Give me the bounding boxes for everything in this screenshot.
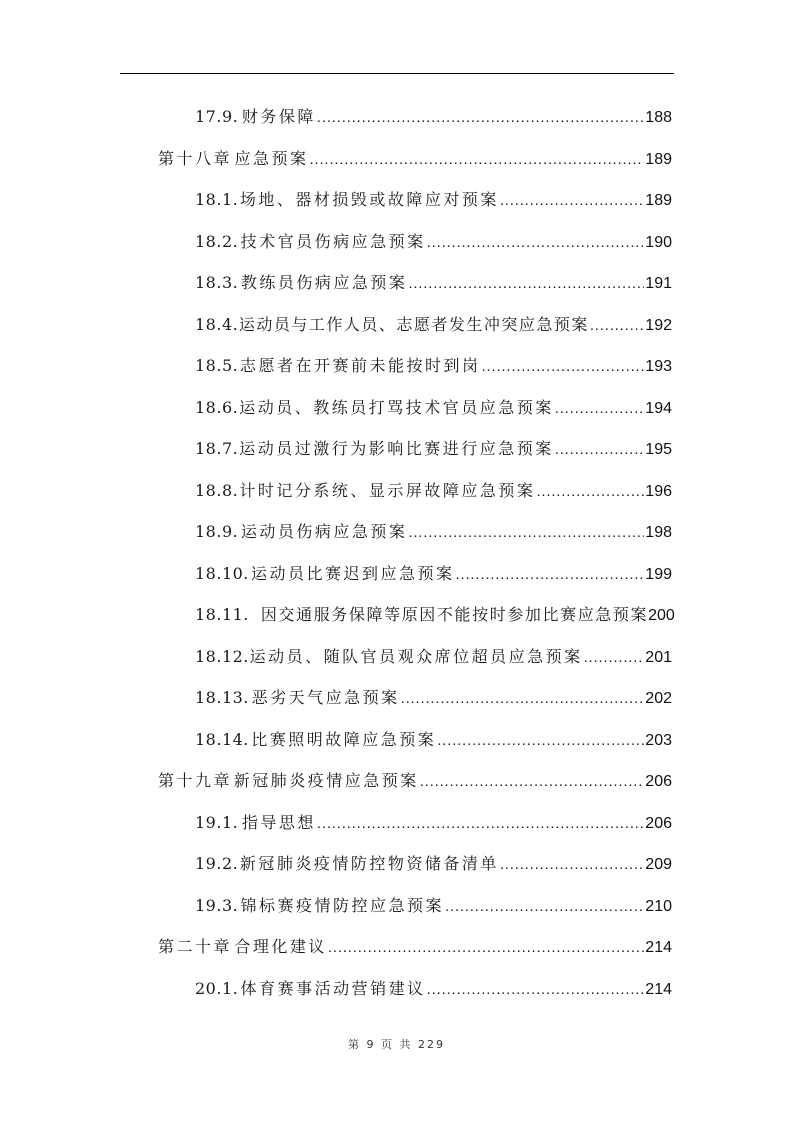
- toc-entry-title: 新冠肺炎疫情应急预案: [233, 771, 419, 790]
- dot-leader: [500, 852, 644, 877]
- toc-entry-title: 体育赛事活动营销建议: [240, 979, 426, 998]
- toc-entry-page: 190: [645, 234, 672, 251]
- dot-leader: [500, 188, 644, 213]
- toc-entry-title: 指导思想: [241, 813, 316, 832]
- toc-entry-title: 运动员过激行为影响比赛进行应急预案: [239, 439, 554, 458]
- toc-entry-title: 新冠肺炎疫情防控物资储备清单: [239, 854, 499, 873]
- toc-entry-page: 209: [645, 856, 672, 873]
- toc-entry-title: 运动员伤病应急预案: [240, 522, 408, 541]
- toc-entry-chapter[interactable]: [158, 769, 672, 793]
- toc-entry[interactable]: [195, 354, 672, 378]
- dot-leader: [408, 271, 644, 296]
- toc-entry-page: 202: [645, 690, 672, 707]
- toc-entry-page: 189: [645, 151, 672, 168]
- toc-entry[interactable]: [195, 230, 672, 254]
- toc-entry-page: 214: [645, 939, 672, 956]
- toc-entry-number: 18.6.: [195, 398, 239, 417]
- dot-leader: [420, 769, 645, 794]
- dot-leader: [408, 520, 644, 545]
- toc-entry-page: 200: [648, 607, 675, 624]
- toc-entry-title: 锦标赛疫情防控应急预案: [240, 896, 444, 915]
- dot-leader: [584, 645, 645, 670]
- dot-leader: [427, 977, 645, 1002]
- toc-entry[interactable]: [195, 894, 672, 918]
- toc-entry[interactable]: [195, 271, 672, 295]
- toc-entry[interactable]: [195, 396, 672, 420]
- toc-entry-title: 运动员比赛迟到应急预案: [251, 564, 455, 583]
- toc-entry[interactable]: [195, 811, 672, 835]
- toc-entry-number: 18.3.: [195, 273, 239, 292]
- toc-entry-page: 206: [645, 773, 672, 790]
- toc-entry[interactable]: [195, 105, 672, 129]
- toc-entry-title: 运动员、随队官员观众席位超员应急预案: [249, 647, 583, 666]
- dot-leader: [555, 437, 645, 462]
- toc-entry-title: 比赛照明故障应急预案: [251, 730, 437, 749]
- dot-leader: [328, 935, 644, 960]
- toc-entry-number: 19.3.: [195, 896, 239, 915]
- toc-entry-number: 18.10.: [195, 564, 249, 583]
- dot-leader: [401, 686, 645, 711]
- toc-entry-number: 19.2.: [195, 854, 239, 873]
- toc-entry-page: 196: [645, 483, 672, 500]
- toc-entry[interactable]: [195, 852, 672, 876]
- toc-entry-title: 教练员伤病应急预案: [240, 273, 408, 292]
- toc-entry[interactable]: [195, 313, 672, 337]
- toc-entry-title: 财务保障: [241, 107, 316, 126]
- header-rule: [120, 73, 674, 74]
- toc-entry-page: 201: [645, 649, 672, 666]
- toc-entry-number: 18.9.: [195, 522, 239, 541]
- dot-leader: [536, 479, 644, 504]
- toc-entry-page: 193: [645, 358, 672, 375]
- toc-chapter-number: 第二十章: [158, 937, 233, 956]
- dot-leader: [317, 811, 644, 836]
- toc-entry-title: 因交通服务保障等原因不能按时参加比赛应急预案: [260, 605, 649, 624]
- dot-leader: [590, 313, 644, 338]
- toc-entry-page: 194: [645, 400, 672, 417]
- toc-entry-page: 206: [645, 815, 672, 832]
- toc-entry[interactable]: [195, 603, 675, 627]
- toc-entry-chapter[interactable]: [158, 147, 672, 171]
- dot-leader: [427, 230, 645, 255]
- toc-entry-number: 18.4.: [195, 315, 239, 334]
- toc-entry-number: 17.9.: [195, 107, 239, 126]
- toc-entry-number: 19.1.: [195, 813, 239, 832]
- toc-entry-title: 技术官员伤病应急预案: [240, 232, 426, 251]
- dot-leader: [310, 147, 645, 172]
- toc-entry-title: 合理化建议: [234, 937, 327, 956]
- toc-entry-page: 195: [645, 441, 672, 458]
- toc-entry[interactable]: [195, 728, 672, 752]
- toc-entry-number: 18.2.: [195, 232, 239, 251]
- toc-entry-number: 18.12.: [195, 647, 249, 666]
- toc-entry-page: 203: [645, 732, 672, 749]
- toc-entry-title: 恶劣天气应急预案: [251, 688, 400, 707]
- toc-entry-title: 应急预案: [234, 149, 309, 168]
- toc-entry[interactable]: [195, 977, 672, 1001]
- toc-entry-number: 18.11.: [195, 605, 249, 624]
- toc-entry[interactable]: [195, 686, 672, 710]
- toc-entry-page: 191: [645, 275, 672, 292]
- toc-entry-title: 运动员与工作人员、志愿者发生冲突应急预案: [238, 315, 589, 334]
- toc-entry-title: 志愿者在开赛前未能按时到岗: [240, 356, 481, 375]
- toc-entry-page: 192: [645, 317, 672, 334]
- toc-entry[interactable]: [195, 437, 672, 461]
- toc-entry-title: 场地、器材损毁或故障应对预案: [239, 190, 499, 209]
- toc-entry[interactable]: [195, 520, 672, 544]
- toc-entry-page: 210: [645, 898, 672, 915]
- toc-entry-number: 18.5.: [195, 356, 239, 375]
- toc-entry-title: 运动员、教练员打骂技术官员应急预案: [239, 398, 554, 417]
- toc-chapter-number: 第十九章: [158, 771, 233, 790]
- toc-entry-chapter[interactable]: [158, 935, 672, 959]
- toc-entry[interactable]: [195, 645, 672, 669]
- dot-leader: [482, 354, 645, 379]
- toc-chapter-number: 第十八章: [158, 149, 233, 168]
- toc-entry-number: 18.7.: [195, 439, 239, 458]
- toc-entry-number: 18.1.: [195, 190, 239, 209]
- toc-entry-number: 20.1.: [195, 979, 239, 998]
- toc-entry-number: 18.8.: [195, 481, 239, 500]
- toc-entry-page: 199: [645, 566, 672, 583]
- toc-entry[interactable]: [195, 562, 672, 586]
- dot-leader: [437, 728, 644, 753]
- toc-entry[interactable]: [195, 188, 672, 212]
- dot-leader: [555, 396, 645, 421]
- dot-leader: [445, 894, 644, 919]
- dot-leader: [317, 105, 644, 130]
- toc-entry-page: 214: [645, 981, 672, 998]
- toc-entry-number: 18.14.: [195, 730, 249, 749]
- toc-entry-number: 18.13.: [195, 688, 249, 707]
- toc-entry-page: 188: [645, 109, 672, 126]
- dot-leader: [456, 562, 645, 587]
- toc-entry[interactable]: [195, 479, 672, 503]
- toc-entry-page: 198: [645, 524, 672, 541]
- toc-entry-page: 189: [645, 192, 672, 209]
- page-footer: 第 9 页 共 229: [348, 1038, 445, 1051]
- toc-entry-title: 计时记分系统、显示屏故障应急预案: [239, 481, 536, 500]
